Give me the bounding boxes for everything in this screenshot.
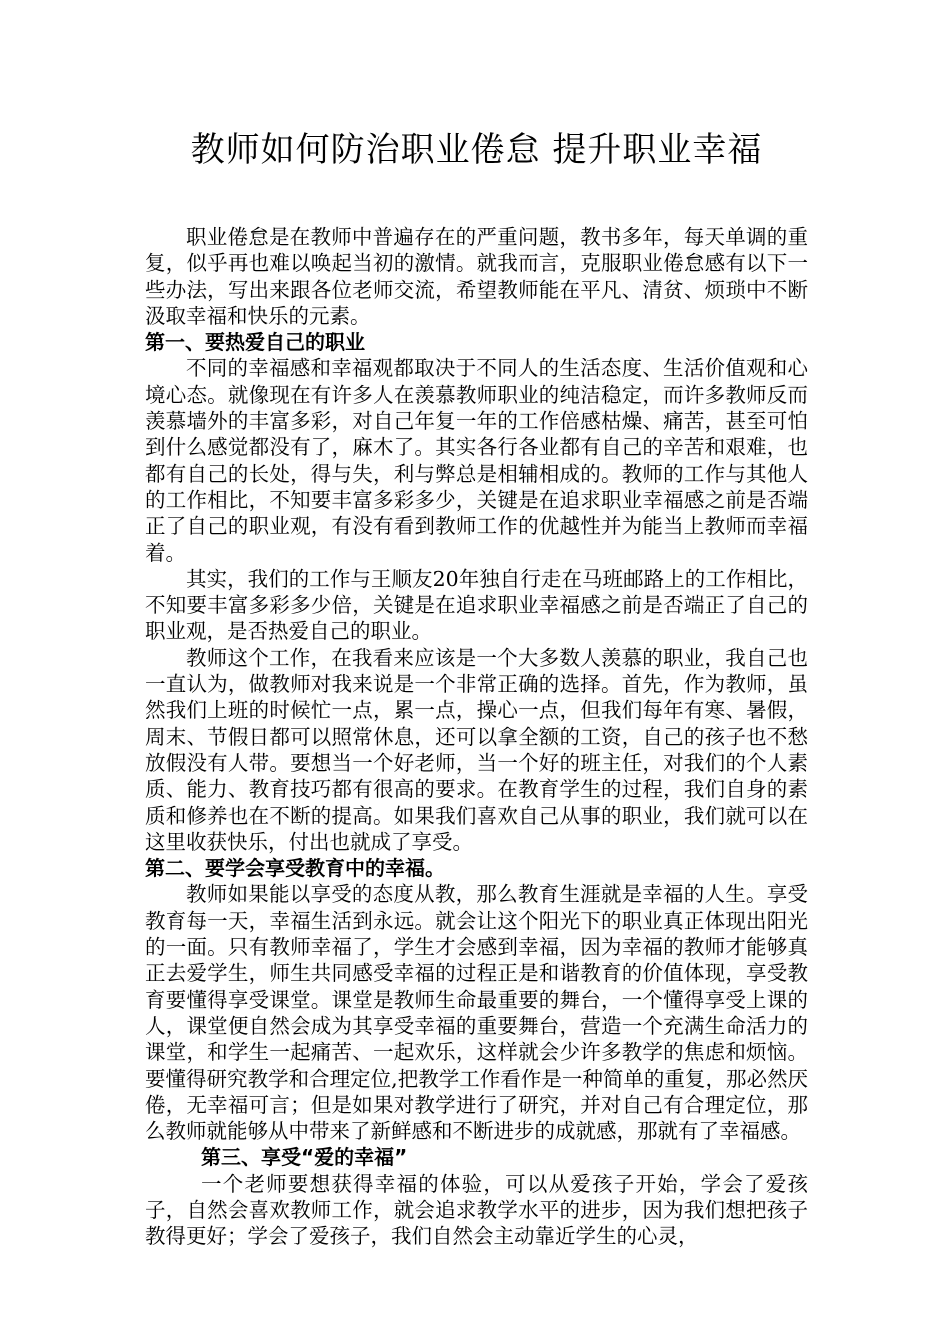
section-1-paragraph-1: 不同的幸福感和幸福观都取决于不同人的生活态度、生活价值观和心境心态。就像现在有许多人在羡慕教师职业的纯洁稳定，而许多教师反而羡慕墙外的丰富多彩，对自己年复一年的工作倍感枯燥、痛苦，甚至可怕到什么感觉都没有了，麻木了。其实各行各业都有自己的辛苦和艰难，也都有自己的长处，得与失，利与弊总是相辅相成的。教师的工作与其他人的工作相比，不知要丰富多彩多少，关键是在追求职业幸福感之前是否端正了自己的职业观，有没有看到教师工作的优越性并为能当上教师而幸福着。 — [145, 356, 808, 565]
section-1-paragraph-2: 其实，我们的工作与王顺友20年独自行走在马班邮路上的工作相比，不知要丰富多彩多少倍，关键是在追求职业幸福感之前是否端正了自己的职业观，是否热爱自己的职业。 — [145, 566, 808, 644]
section-1-heading: 第一、要热爱自己的职业 — [145, 330, 365, 355]
document-title: 教师如何防治职业倦怠 提升职业幸福 — [190, 130, 763, 170]
section-3-heading: 第三、享受“爱的幸福” — [201, 1145, 408, 1170]
section-1-paragraph-3: 教师这个工作，在我看来应该是一个大多数人羡慕的职业，我自己也一直认为，做教师对我来说是一个非常正确的选择。首先，作为教师，虽然我们上班的时候忙一点，累一点，操心一点，但我们每年有寒、暑假，周末、节假日都可以照常休息，还可以拿全额的工资，自己的孩子也不愁放假没有人带。要想当一个好老师，当一个好的班主任，对我们的个人素质、能力、教育技巧都有很高的要求。在教育学生的过程，我们自身的素质和修养也在不断的提高。如果我们喜欢自己从事的职业，我们就可以在这里收获快乐，付出也就成了享受。 — [145, 645, 808, 854]
document-body — [145, 224, 808, 1250]
section-2-heading: 第二、要学会享受教育中的幸福。 — [145, 856, 445, 881]
section-2-paragraph-1: 教师如果能以享受的态度从教，那么教育生涯就是幸福的人生。享受教育每一天，幸福生活到永远。就会让这个阳光下的职业真正体现出阳光的一面。只有教师幸福了，学生才会感到幸福，因为幸福的教师才能够真正去爱学生，师生共同感受幸福的过程正是和谐教育的价值体现，享受教育要懂得享受课堂。课堂是教师生命最重要的舞台，一个懂得享受上课的人，课堂便自然会成为其享受幸福的重要舞台，营造一个充满生命活力的课堂，和学生一起痛苦、一起欢乐，这样就会少许多教学的焦虑和烦恼。要懂得研究教学和合理定位,把教学工作看作是一种简单的重复，那必然厌倦，无幸福可言；但是如果对教学进行了研究，并对自己有合理定位，那么教师就能够从中带来了新鲜感和不断进步的成就感，那就有了幸福感。 — [145, 882, 808, 1144]
intro-paragraph: 职业倦怠是在教师中普遍存在的严重问题，教书多年，每天单调的重复，似乎再也难以唤起当初的激情。就我而言，克服职业倦怠感有以下一些办法，写出来跟各位老师交流，希望教师能在平凡、清贫、烦琐中不断汲取幸福和快乐的元素。 — [145, 225, 808, 328]
section-3-paragraph-1: 一个老师要想获得幸福的体验，可以从爱孩子开始，学会了爱孩子，自然会喜欢教师工作，就会追求教学水平的进步，因为我们想把孩子教得更好；学会了爱孩子，我们自然会主动靠近学生的心灵， — [145, 1171, 808, 1249]
